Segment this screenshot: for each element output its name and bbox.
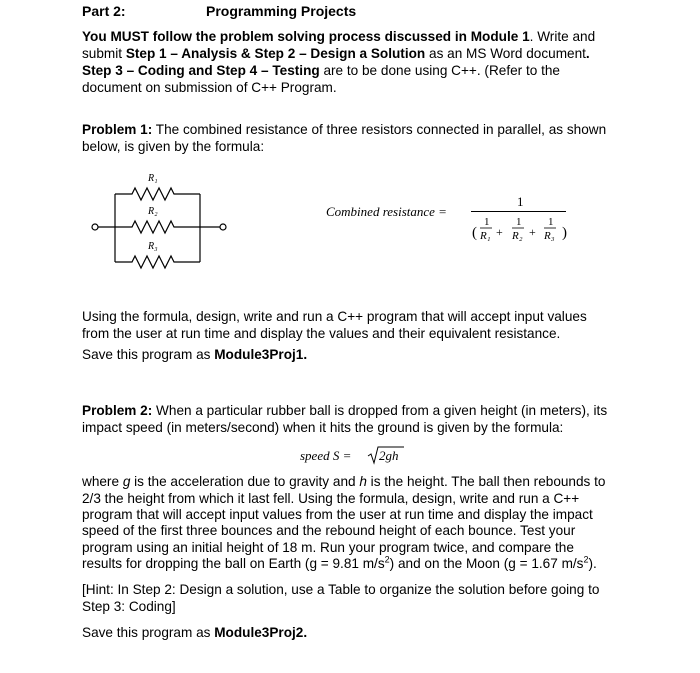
problem2-segment: 2/3 the height from which it last fell. Using the formula, design, write and run a C++ bbox=[82, 491, 580, 506]
problem2-label: Problem 2: bbox=[82, 403, 153, 418]
intro-segment: . bbox=[585, 46, 590, 61]
problem2-body-line-5 bbox=[82, 540, 574, 556]
problem1-label: Problem 1: bbox=[82, 122, 153, 137]
term2-num: 1 bbox=[516, 216, 522, 228]
problem2-segment: g bbox=[122, 474, 131, 489]
part-label: Part 2: bbox=[82, 3, 126, 19]
problem2-segment: ). bbox=[588, 556, 597, 571]
intro-segment: . Write and bbox=[529, 29, 596, 44]
circuit-terminal-right bbox=[220, 224, 226, 230]
problem2-segment: program that will accept input values from the user at run time and display the impact bbox=[82, 507, 593, 522]
problem2-line-1: When a particular rubber ball is dropped from a given height (in meters), its bbox=[156, 403, 608, 418]
term2-den: R₂ bbox=[512, 230, 523, 242]
term1-num: 1 bbox=[484, 216, 490, 228]
resistor-r1 bbox=[115, 188, 200, 200]
formula1-open-paren: ( bbox=[472, 225, 477, 241]
circuit-terminal-left bbox=[92, 224, 98, 230]
problem1-save bbox=[82, 347, 307, 363]
problem2-segment: h bbox=[359, 474, 367, 489]
intro-line-4 bbox=[82, 80, 337, 96]
problem1-line-1: The combined resistance of three resistors connected in parallel, as shown bbox=[155, 122, 607, 137]
problem2-body-line-6 bbox=[82, 556, 597, 572]
problem2-segment: where bbox=[82, 474, 123, 489]
problem2-body-line-1 bbox=[82, 474, 605, 490]
resistor-r2 bbox=[115, 221, 200, 233]
problem1-body-2: from the user at run time and display the values and their equivalent resistance. bbox=[82, 326, 561, 341]
problem2-segment: is the height. The ball then rebounds to bbox=[366, 474, 606, 489]
parallel-resistor-circuit bbox=[90, 172, 240, 277]
hint-line-2: Step 3: Coding] bbox=[82, 599, 176, 614]
problem2-segment: speed of the first three bounces and the rebound height of each bounce. Test your bbox=[82, 523, 576, 538]
formula1-numerator: 1 bbox=[517, 194, 524, 209]
intro-line-2 bbox=[82, 46, 590, 62]
intro-segment: Step 3 – Coding and Step 4 – Testing bbox=[82, 63, 320, 78]
problem2-intro bbox=[82, 403, 607, 419]
plus-1: + bbox=[496, 225, 503, 239]
problem2-save-name: Module3Proj2. bbox=[214, 625, 308, 640]
intro-segment: are to be done using C++. (Refer to the bbox=[319, 63, 560, 78]
formula1-lhs: Combined resistance = bbox=[326, 204, 447, 219]
problem2-save-prefix: Save this program as bbox=[82, 625, 215, 640]
intro-line-3 bbox=[82, 63, 560, 79]
problem2-body-line-3 bbox=[82, 507, 593, 523]
plus-2: + bbox=[529, 225, 536, 239]
problem1-intro bbox=[82, 122, 606, 138]
problem2-segment: ) and on the Moon (g = 1.67 m/s bbox=[389, 556, 584, 571]
combined-resistance-formula bbox=[326, 192, 576, 247]
intro-segment: document on submission of C++ Program. bbox=[82, 80, 337, 95]
term1-den: R₁ bbox=[480, 230, 491, 242]
label-r2: R₂ bbox=[148, 206, 158, 217]
formula2-lhs: speed S = bbox=[300, 448, 352, 463]
label-r1: R₁ bbox=[148, 173, 158, 184]
problem2-body-line-2 bbox=[82, 491, 579, 507]
superscript: 2 bbox=[583, 554, 589, 565]
problem1-line-2: below, is given by the formula: bbox=[82, 139, 265, 154]
problem1-save-name: Module3Proj1. bbox=[214, 347, 308, 362]
problem1-body-1: Using the formula, design, write and run a C++ program that will accept input values bbox=[82, 309, 587, 324]
intro-segment: You MUST follow the problem solving process discussed in Module 1 bbox=[82, 29, 530, 44]
superscript: 2 bbox=[384, 554, 390, 565]
intro-segment: submit bbox=[82, 46, 126, 61]
formula2-radicand: 2gh bbox=[379, 448, 399, 463]
resistor-r3 bbox=[115, 256, 200, 268]
intro-segment: as an MS Word document bbox=[425, 46, 586, 61]
problem2-segment: program using an initial height of 18 m. Run your program twice, and compare the bbox=[82, 540, 574, 555]
problem2-line-2: impact speed (in meters/second) when it hits the ground is given by the formula: bbox=[82, 420, 564, 435]
term3-num: 1 bbox=[548, 216, 554, 228]
problem2-segment: results for dropping the ball on Earth (g = 9.81 m/s bbox=[82, 556, 385, 571]
hint-line-1: [Hint: In Step 2: Design a solution, use a Table to organize the solution before going to bbox=[82, 582, 600, 597]
section-title: Programming Projects bbox=[206, 3, 357, 19]
intro-line-1 bbox=[82, 29, 595, 45]
intro-segment: Step 1 – Analysis & Step 2 – Design a Solution bbox=[125, 46, 426, 61]
problem2-save bbox=[82, 625, 307, 641]
label-r3: R₃ bbox=[148, 241, 158, 252]
problem1-save-prefix: Save this program as bbox=[82, 347, 215, 362]
formula1-close-paren: ) bbox=[562, 225, 567, 241]
problem2-segment: is the acceleration due to gravity and bbox=[130, 474, 360, 489]
impact-speed-formula bbox=[300, 445, 430, 467]
term3-den: R₃ bbox=[544, 230, 555, 242]
problem2-body-line-4 bbox=[82, 523, 575, 539]
